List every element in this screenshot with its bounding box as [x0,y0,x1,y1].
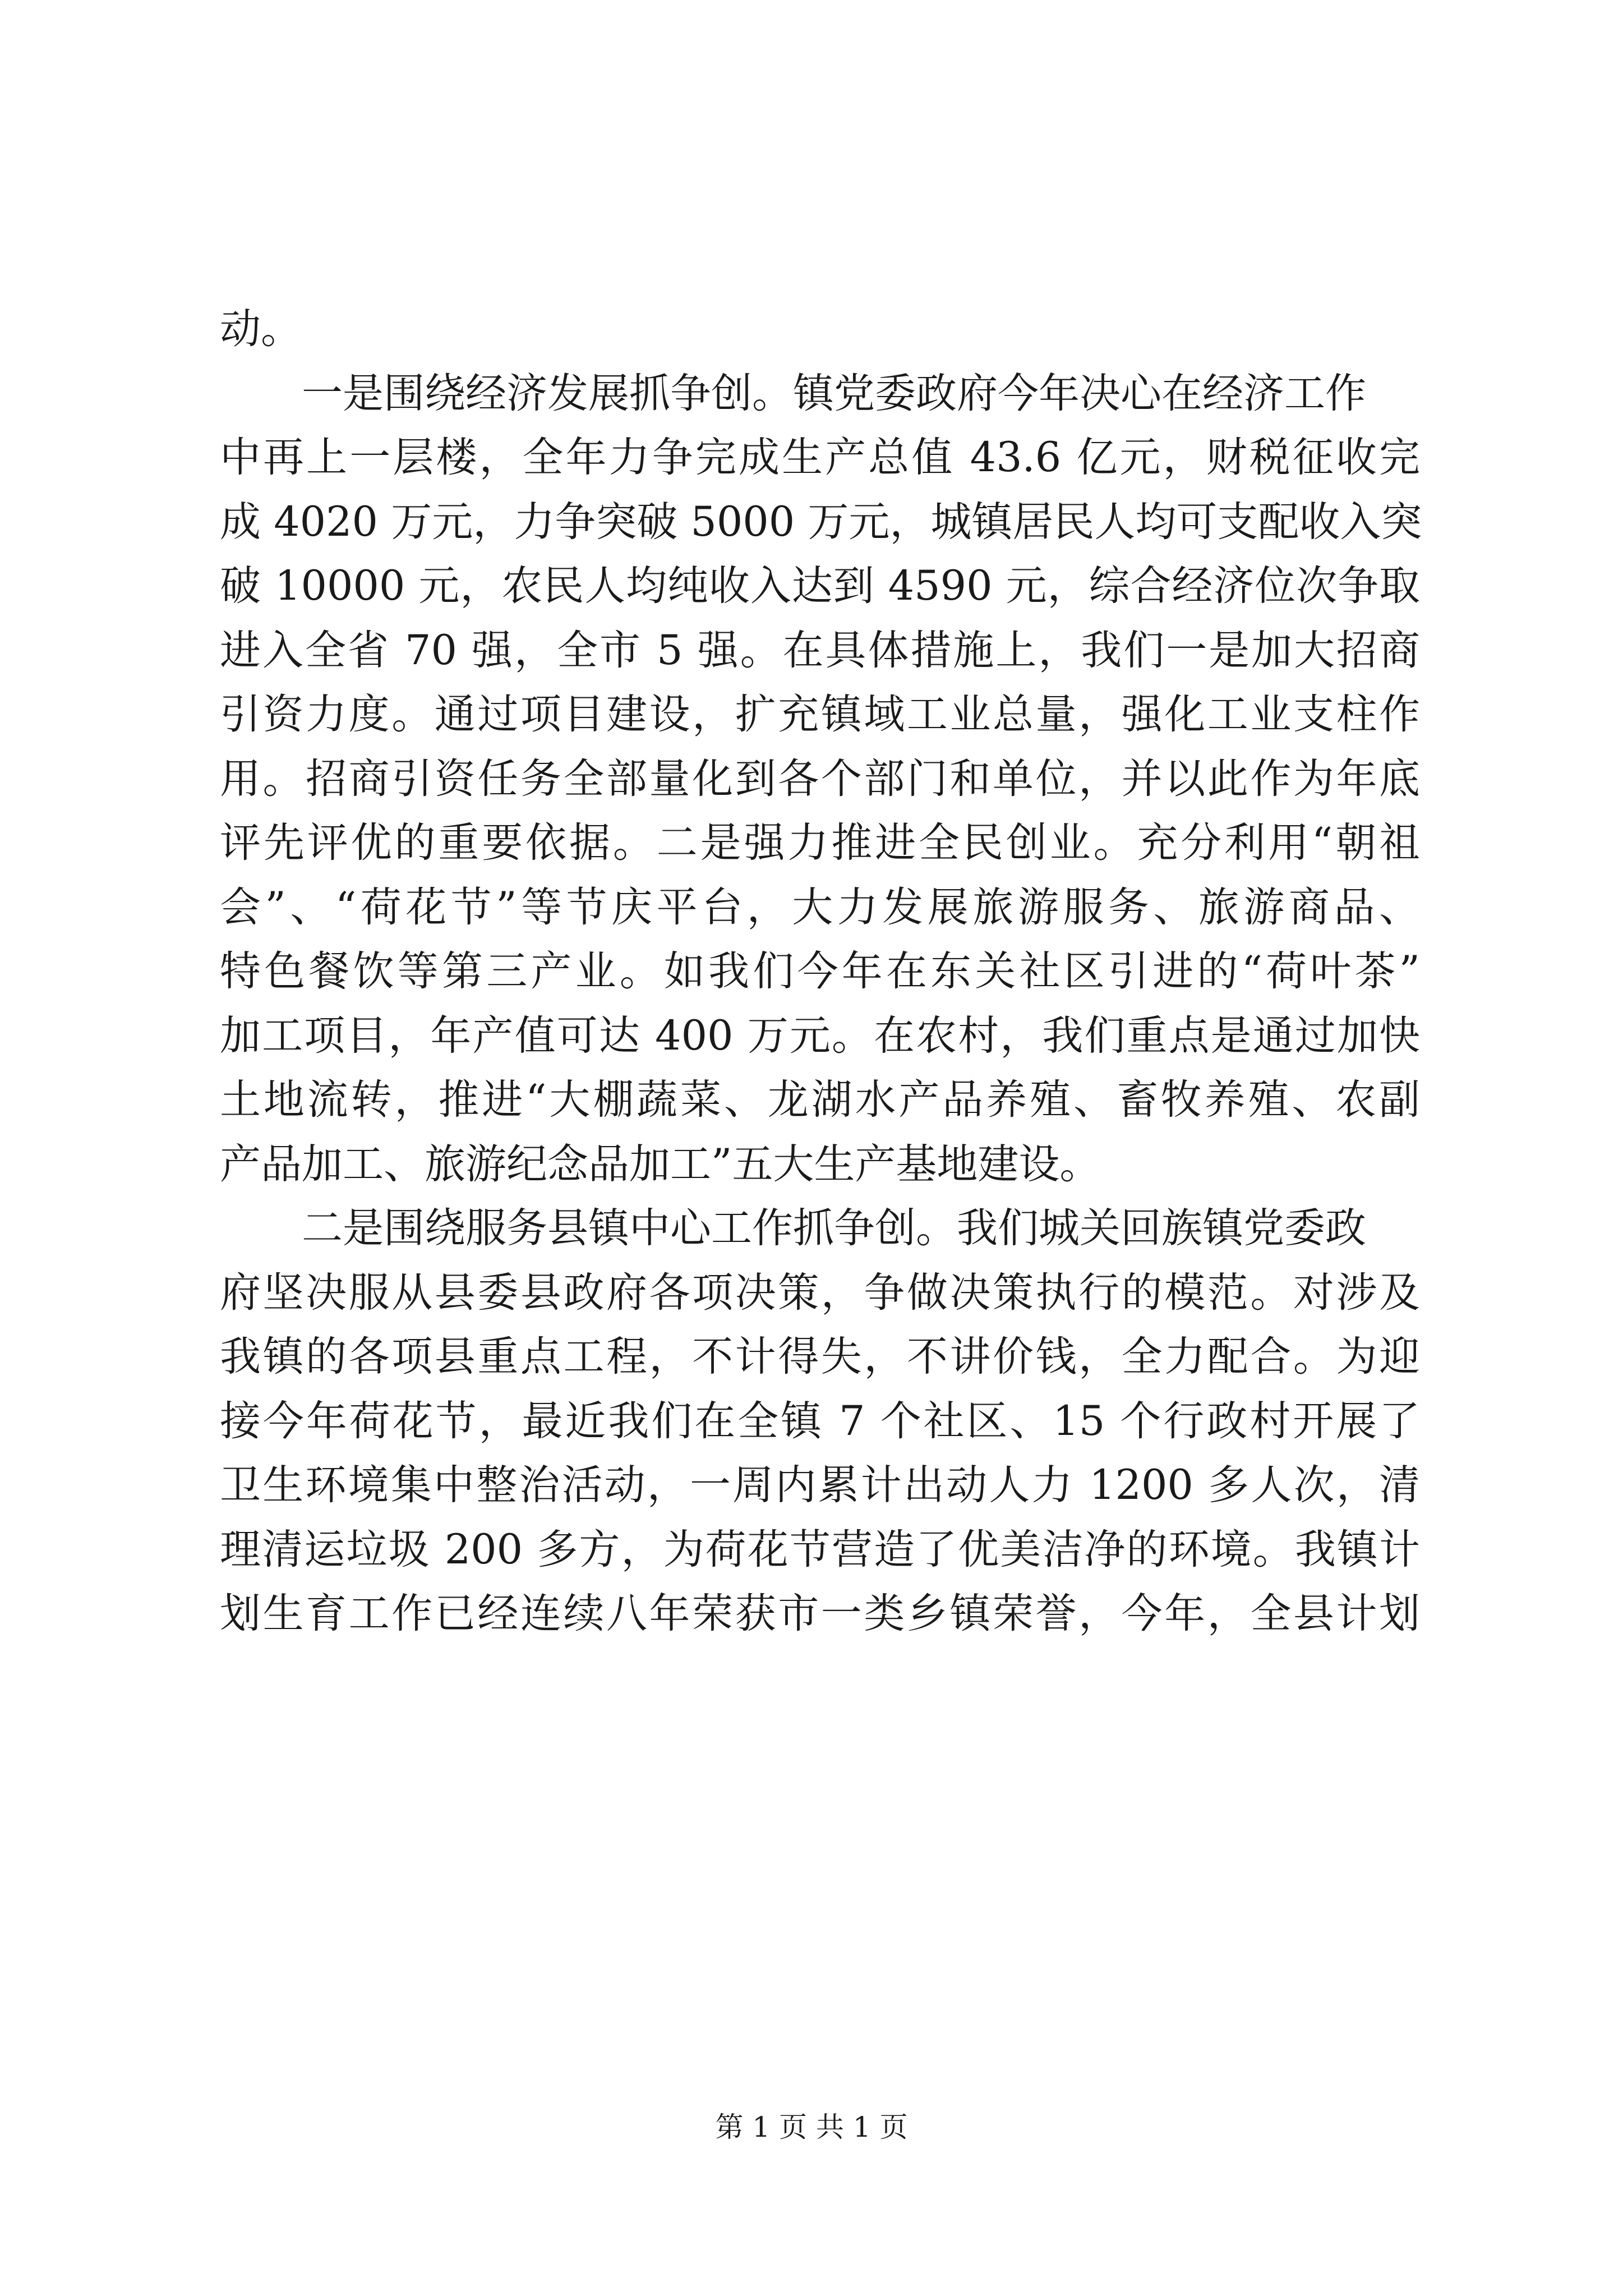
text-line: 加工项目，年产值可达 400 万元。在农村，我们重点是通过加快 [220,1011,1420,1060]
text-line: 会”、“荷花节”等节庆平台，大力发展旅游服务、旅游商品、 [220,883,1420,931]
text-line: 特色餐饮等第三产业。如我们今年在东关社区引进的“荷叶茶” [220,947,1420,995]
text-line: 成 4020 万元，力争突破 5000 万元，城镇居民人均可支配收入突 [220,498,1422,546]
text-line: 理清运垃圾 200 多方，为荷花节营造了优美洁净的环境。我镇计 [220,1525,1420,1573]
text-line: 一是围绕经济发展抓争创。镇党委政府今年决心在经济工作 [302,369,1366,417]
text-line: 进入全省 70 强，全市 5 强。在具体措施上，我们一是加大招商 [220,626,1420,674]
text-line: 动。 [220,305,302,353]
text-line: 中再上一层楼，全年力争完成生产总值 43.6 亿元，财税征收完 [220,434,1420,481]
page-footer: 第 1 页 共 1 页 [715,2111,908,2143]
text-line: 府坚决服从县委县政府各项决策，争做决策执行的模范。对涉及 [220,1268,1420,1317]
text-line: 产品加工、旅游纪念品加工”五大生产基地建设。 [220,1140,1101,1188]
text-line: 土地流转，推进“大棚蔬菜、龙湖水产品养殖、畜牧养殖、农副 [220,1076,1420,1124]
text-line: 引资力度。通过项目建设，扩充镇域工业总量，强化工业支柱作 [220,691,1420,738]
text-line: 破 10000 元，农民人均纯收入达到 4590 元，综合经济位次争取 [220,562,1420,610]
text-line: 我镇的各项县重点工程，不计得失，不讲价钱，全力配合。为迎 [220,1333,1420,1381]
text-line: 用。招商引资任务全部量化到各个部门和单位，并以此作为年底 [220,754,1420,803]
text-line: 划生育工作已经连续八年荣获市一类乡镇荣誉，今年，全县计划 [220,1590,1420,1637]
text-line: 卫生环境集中整治活动，一周内累计出动人力 1200 多人次，清 [220,1461,1420,1509]
text-line: 接今年荷花节，最近我们在全镇 7 个社区、15 个行政村开展了 [220,1397,1420,1445]
text-line: 二是围绕服务县镇中心工作抓争创。我们城关回族镇党委政 [302,1204,1366,1252]
body-text [220,297,1420,1646]
text-line: 评先评优的重要依据。二是强力推进全民创业。充分利用“朝祖 [220,819,1420,867]
